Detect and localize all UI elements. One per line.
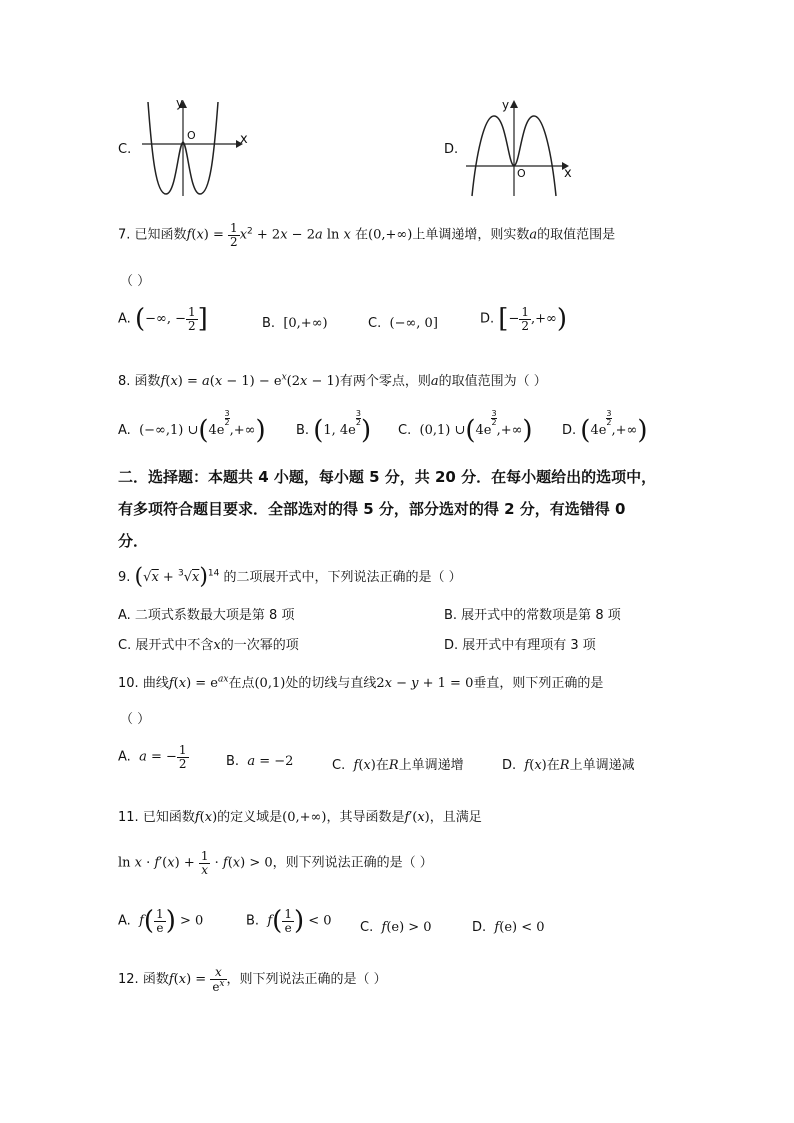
graph-d-figure bbox=[462, 96, 574, 200]
q7-option-b[interactable]: B. [0,+∞) bbox=[262, 316, 328, 331]
graph-d-x-label: x bbox=[564, 166, 572, 181]
q8-text-b: 有两个零点，则 bbox=[339, 374, 431, 389]
q7-number: 7. bbox=[118, 227, 131, 243]
q9-option-b[interactable]: B. 展开式中的常数项是第 8 项 bbox=[444, 608, 621, 623]
graph-c-label: C. bbox=[118, 142, 132, 157]
q7-text-b: 在 bbox=[355, 227, 369, 243]
q8-option-d[interactable]: D. (4e $\frac{3}{2}$ ,+∞) bbox=[562, 409, 648, 446]
q9-option-a[interactable]: A. 二项式系数最大项是第 8 项 bbox=[118, 608, 295, 623]
graph-d-y-label: y bbox=[502, 98, 510, 112]
question-10: 10. 曲线$f(x) = e^{ax}$在点(0,1)处的切线与直线2x − y + 1 = 0垂直，则下列正确的是 bbox=[118, 674, 604, 691]
question-9: 9. $(√x + ^3√x)^{14}$ 的二项展开式中，下列说法正确的是（ ） bbox=[118, 564, 462, 590]
q7-text-d: 的取值范围是 bbox=[537, 227, 616, 243]
q10-option-d[interactable]: D. f(x)在R上单调递减 bbox=[502, 758, 635, 773]
q9-option-c[interactable]: C. 展开式中不含x的一次幂的项 bbox=[118, 638, 299, 653]
section-2-line-3: 分． bbox=[118, 532, 149, 550]
q7-frac-half: $\frac{1}{2}$ bbox=[230, 221, 238, 249]
q11-number: 11. bbox=[118, 810, 139, 825]
q12-number: 12. bbox=[118, 972, 139, 988]
section-2-line-2: 有多项符合题目要求．全部选对的得 5 分，部分选对的得 2 分，有选错得 0 bbox=[118, 500, 626, 518]
question-8: 8. 函数$f(x) = a(x - 1) - e^x(2x - 1)$有两个零点，则a的取值范围为（ ） bbox=[118, 372, 547, 389]
q11-option-d[interactable]: D. f(e) < 0 bbox=[472, 920, 545, 935]
graph-c-y-label: y bbox=[176, 96, 184, 110]
q8-number: 8. bbox=[118, 374, 131, 389]
q8-text-a: 函数 bbox=[134, 374, 161, 389]
q7-option-a[interactable]: A. (−∞, − $\frac{1}{2}$ ] bbox=[118, 304, 208, 335]
graph-d-label: D. bbox=[444, 142, 459, 157]
question-7: 7. 已知函数f(x) = $\frac{1}{2}$ $x^2 + 2x - 2a$ ln x 在(0,+∞)上单调递增，则实数a的取值范围是 bbox=[118, 221, 616, 249]
q7-text-c: 上单调递增，则实数 bbox=[412, 227, 530, 243]
q7-option-d[interactable]: D. [− $\frac{1}{2}$ ,+∞) bbox=[480, 304, 568, 335]
question-11: 11. 已知函数f(x)的定义域是(0,+∞)，其导函数是f′(x)，且满足 bbox=[118, 810, 482, 825]
q11-condition: ln x · f′(x) + $\frac{1}{x}$ · f(x) > 0，则下列说法正确的是（ ） bbox=[118, 849, 433, 877]
q11-option-c[interactable]: C. f(e) > 0 bbox=[360, 920, 432, 935]
q8-option-a[interactable]: A. (−∞,1) ∪(4e $\frac{3}{2}$ ,+∞) bbox=[118, 409, 266, 446]
q10-option-c[interactable]: C. f(x)在R上单调递增 bbox=[332, 758, 464, 773]
q9-option-d[interactable]: D. 展开式中有理项有 3 项 bbox=[444, 638, 596, 653]
q10-option-a[interactable]: A. a = − $\frac{1}{2}$ bbox=[118, 743, 187, 771]
q11-option-b[interactable]: B. f( $\frac{1}{e}$ ) < 0 bbox=[246, 906, 332, 937]
q9-text: 的二项展开式中，下列说法正确的是（ ） bbox=[223, 570, 462, 585]
q8-text-c: 的取值范围为（ ） bbox=[438, 374, 547, 389]
q10-option-b[interactable]: B. a = −2 bbox=[226, 754, 294, 769]
graph-d-origin-label: O bbox=[517, 167, 526, 180]
question-12: 12. 函数f(x) = $\frac{x}{e^x}$ ，则下列说法正确的是（ ） bbox=[118, 965, 387, 994]
q7-text-a: 已知函数 bbox=[134, 227, 187, 243]
section-2-line-1: 二．选择题：本题共 4 小题，每小题 5 分，共 20 分．在每小题给出的选项中， bbox=[118, 468, 657, 486]
q10-paren: （ ） bbox=[120, 712, 151, 727]
q9-exponent: 14 bbox=[207, 568, 220, 579]
q10-number: 10. bbox=[118, 676, 139, 691]
q7-option-c[interactable]: C. (−∞, 0] bbox=[368, 316, 438, 331]
q7-paren: （ ） bbox=[120, 274, 151, 289]
graph-c-x-label: x bbox=[240, 132, 248, 147]
q9-number: 9. bbox=[118, 570, 131, 585]
graph-c-origin-label: O bbox=[187, 129, 196, 142]
q8-option-c[interactable]: C. (0,1) ∪(4e $\frac{3}{2}$ ,+∞) bbox=[398, 409, 533, 446]
q8-option-b[interactable]: B. (1, 4e $\frac{3}{2}$ ) bbox=[296, 409, 372, 446]
q11-option-a[interactable]: A. f( $\frac{1}{e}$ ) > 0 bbox=[118, 906, 204, 937]
graph-c-figure bbox=[136, 96, 246, 200]
